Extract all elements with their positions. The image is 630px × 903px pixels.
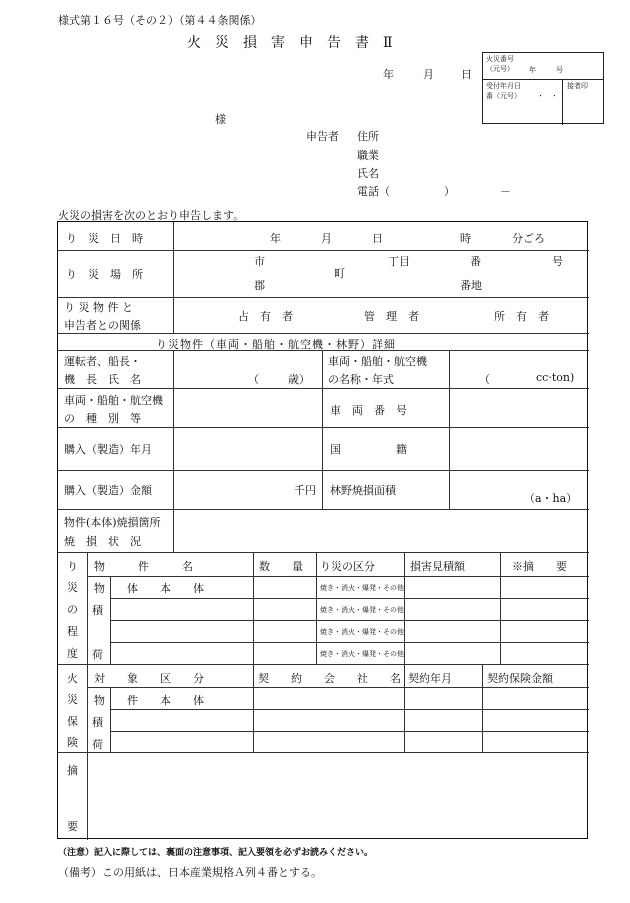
footer-note: （注意）記入に際しては、裏面の注意事項、記入要領を必ずお読みください。 bbox=[58, 848, 374, 858]
burn-category-4: 焼き・消火・爆発・その他 bbox=[320, 650, 404, 658]
declarant-phone-close: ） bbox=[444, 185, 455, 198]
received-date-era: 番（元号） bbox=[486, 92, 521, 100]
insurance-side-4: 険 bbox=[67, 736, 78, 749]
form-title: 火災損害申告書Ⅱ bbox=[187, 35, 407, 51]
insurance-company-header: 契 約 会 社 名 bbox=[258, 672, 401, 685]
relation-owner: 所 有 者 bbox=[494, 310, 549, 323]
damage-side-1: り bbox=[67, 560, 78, 573]
remarks-label-top: 摘 bbox=[67, 764, 78, 777]
fire-number-label: 火災番号 bbox=[486, 55, 514, 63]
purchase-amount-label: 購入（製造）金額 bbox=[64, 484, 152, 497]
insurance-date-header: 契約年月 bbox=[408, 672, 452, 685]
cargo-label-2: 荷 bbox=[92, 648, 103, 661]
damage-side-4: 程 bbox=[67, 625, 78, 638]
burn-part-label-2: 焼 損 状 況 bbox=[64, 535, 141, 548]
insurance-cargo-1: 積 bbox=[92, 716, 103, 729]
intro-text: 火災の損害を次のとおり申告します。 bbox=[58, 209, 245, 222]
fire-datetime-month: 月 bbox=[321, 232, 332, 245]
fire-place-banchi: 番地 bbox=[460, 279, 482, 292]
fire-number-era: （元号） bbox=[486, 65, 514, 73]
header-year: 年 bbox=[383, 68, 394, 81]
purchase-date-label: 購入（製造）年月 bbox=[64, 443, 152, 456]
burn-category-3: 焼き・消火・爆発・その他 bbox=[320, 628, 404, 636]
item-body-label: 物 体 本 体 bbox=[94, 582, 204, 595]
declarant-phone-label: 電話（ bbox=[357, 185, 390, 198]
declarant-label: 申告者 bbox=[306, 130, 339, 143]
damage-side-3: の bbox=[67, 603, 78, 616]
insurance-target-header: 対 象 区 分 bbox=[94, 672, 204, 685]
forest-burn-unit: （a・ha） bbox=[524, 492, 578, 505]
addressee-suffix: 様 bbox=[215, 113, 226, 126]
fire-place-ban: 番 bbox=[470, 255, 481, 268]
driver-label-2: 機 長 氏 名 bbox=[64, 373, 141, 386]
fire-datetime-year: 年 bbox=[270, 232, 281, 245]
col-damage-estimate: 損害見積額 bbox=[410, 560, 465, 573]
purchase-amount-unit: 千円 bbox=[294, 484, 316, 497]
fire-number-no: 号 bbox=[556, 66, 563, 74]
fire-number-year: 年 bbox=[529, 66, 536, 74]
received-date-dots: ・ ・ bbox=[537, 92, 558, 100]
vehicle-type-label-1: 車両・船舶・航空機 bbox=[64, 394, 163, 407]
cargo-label-1: 積 bbox=[92, 604, 103, 617]
insurance-side-3: 保 bbox=[67, 715, 78, 728]
damage-side-2: 災 bbox=[67, 581, 78, 594]
detail-header: り災物件（車両・船舶・航空機・林野）詳細 bbox=[156, 338, 396, 351]
burn-category-1: 焼き・消火・爆発・その他 bbox=[320, 584, 404, 592]
col-note: ※摘 要 bbox=[512, 560, 567, 573]
damage-side-5: 度 bbox=[67, 647, 78, 660]
receipt-box bbox=[482, 52, 604, 124]
driver-age-close: 歳） bbox=[288, 373, 310, 386]
insurance-side-1: 火 bbox=[67, 672, 78, 685]
relation-manager: 管 理 者 bbox=[364, 310, 419, 323]
forest-burn-label: 林野焼損面積 bbox=[330, 484, 396, 497]
damage-form-table bbox=[57, 221, 588, 839]
fire-place-go: 号 bbox=[552, 255, 563, 268]
receiver-seal-label: 接者印 bbox=[567, 82, 588, 90]
fire-place-chome: 丁目 bbox=[388, 255, 410, 268]
fire-datetime-hour: 時 bbox=[460, 232, 471, 245]
fire-place-label: り 災 場 所 bbox=[66, 268, 143, 281]
fire-datetime-minute: 分ごろ bbox=[512, 232, 545, 245]
vehicle-type-label-2: の 種 別 等 bbox=[64, 412, 141, 425]
col-quantity: 数 量 bbox=[259, 560, 303, 573]
relation-occupant: 占 有 者 bbox=[238, 310, 293, 323]
header-day: 日 bbox=[461, 68, 472, 81]
fire-datetime-day: 日 bbox=[372, 232, 383, 245]
vehicle-cc-open: （ bbox=[479, 373, 490, 386]
declarant-address-label: 住所 bbox=[357, 130, 379, 143]
nationality-label: 国 籍 bbox=[330, 443, 407, 456]
fire-place-town: 町 bbox=[334, 267, 345, 280]
insurance-side-2: 災 bbox=[67, 693, 78, 706]
col-item-name: 物 件 名 bbox=[94, 560, 193, 573]
vehicle-name-label-1: 車両・船舶・航空機 bbox=[328, 355, 427, 368]
fire-place-county: 郡 bbox=[254, 279, 265, 292]
declarant-occupation-label: 職業 bbox=[357, 149, 379, 162]
declarant-phone-dash: － bbox=[500, 185, 511, 198]
driver-age-open: （ bbox=[248, 373, 259, 386]
relation-label-2: 申告者との関係 bbox=[64, 319, 141, 332]
burn-part-label-1: 物件(本体)焼損箇所 bbox=[64, 516, 161, 529]
header-month: 月 bbox=[423, 68, 434, 81]
received-date-label: 受付年月日 bbox=[486, 82, 521, 90]
vehicle-number-label: 車 両 番 号 bbox=[330, 404, 407, 417]
footer-remark: （備考）この用紙は、日本産業規格Ａ列４番とする。 bbox=[58, 866, 322, 879]
insurance-body-label: 物 件 本 体 bbox=[94, 694, 204, 707]
remarks-label-bottom: 要 bbox=[67, 820, 78, 833]
form-number: 様式第１６号（その２）（第４４条関係） bbox=[58, 14, 262, 27]
insurance-cargo-2: 荷 bbox=[92, 738, 103, 751]
vehicle-cc-unit: cc·ton) bbox=[536, 371, 575, 384]
relation-label-1: り 災 物 件 と bbox=[64, 301, 133, 314]
burn-category-2: 焼き・消火・爆発・その他 bbox=[320, 606, 404, 614]
declarant-name-label: 氏名 bbox=[357, 167, 379, 180]
fire-datetime-label: り 災 日 時 bbox=[66, 232, 143, 245]
fire-place-city: 市 bbox=[254, 255, 265, 268]
vehicle-name-label-2: の名称・年式 bbox=[328, 373, 394, 386]
driver-label-1: 運転者、船長・ bbox=[64, 355, 141, 368]
col-damage-category: り災の区分 bbox=[320, 560, 375, 573]
insurance-amount-header: 契約保険金額 bbox=[487, 672, 553, 685]
